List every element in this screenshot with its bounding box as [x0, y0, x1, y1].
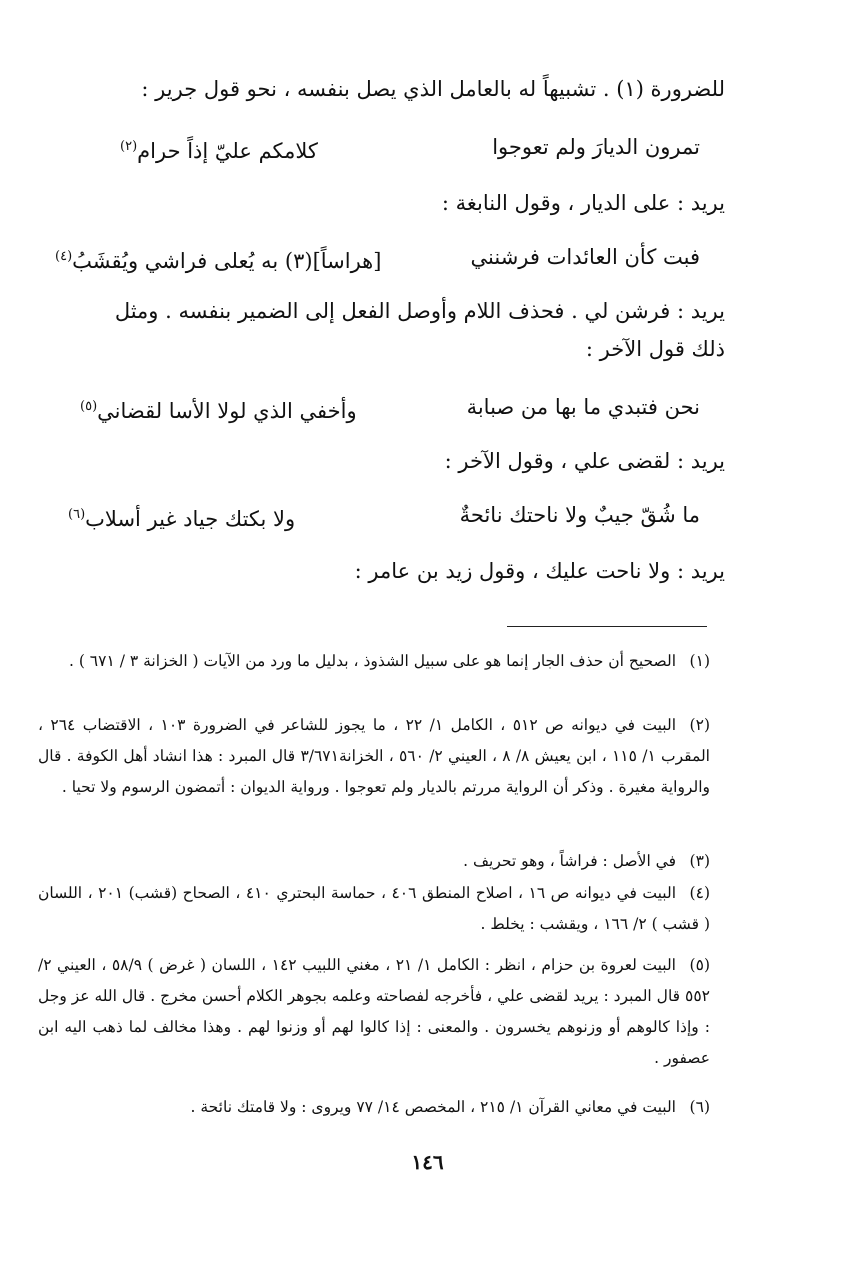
text-line-2: يريد : على الديار ، وقول النابغة :	[441, 191, 725, 215]
verse-1	[120, 130, 700, 164]
verse-3-first-hemistich: نحن فتبدي ما بها من صبابة	[466, 395, 700, 419]
footnote-number: (٤)	[689, 884, 710, 902]
footnote-text: البيت في معاني القرآن ١/ ٢١٥ ، المخصص ١٤/ ٧٧ ويروى : ولا قامتك نائحة .	[190, 1098, 676, 1116]
footnote-text: في الأصل : فراشاً ، وهو تحريف .	[463, 852, 676, 870]
verse-2-first-hemistich: فبت كأن العائدات فرشنني	[470, 245, 700, 269]
footnote-text: البيت لعروة بن حزام ، انظر : الكامل ١/ ٢١ ، مغني اللبيب ١٤٢ ، اللسان ( غرض ) ٥٨/٩ ، العيني ٢/ ٥٥٢ قال المبرد : يريد لقضى علي ، فأخرجه لفصاحته وعلمه بجوهر الكلام أحسن مخرج . قال الله عز وجل : وإذا كالوهم أو وزنوهم يخسرون . والمعنى : إذا كالوا لهم أو وزنوا لهم . وهذا مخالف لما ذهب اليه ابن عصفور .	[38, 956, 710, 1067]
footnote-divider	[507, 626, 707, 627]
footnote-ref-2: (٢)	[120, 139, 138, 154]
footnote-text: الصحيح أن حذف الجار إنما هو على سبيل الشذوذ ، بدليل ما ورد من الآيات ( الخزانة ٣ / ٦٧١ ) .	[68, 652, 676, 670]
footnote-2	[38, 710, 710, 803]
verse-3-second-hemistich: وأخفي الذي لولا الأسا لقضاني$^{(٥)}$	[80, 399, 357, 423]
footnote-5	[38, 950, 710, 1074]
text-line-3a: يريد : فرشن لي . فحذف اللام وأوصل الفعل إلى الضمير بنفسه . ومثل	[114, 299, 725, 323]
verse-1-first-hemistich: تمرون الديارَ ولم تعوجوا	[492, 135, 700, 159]
footnote-number: (٦)	[689, 1098, 710, 1116]
text-line-5: يريد : ولا ناحت عليك ، وقول زيد بن عامر :	[354, 559, 725, 583]
footnote-text: البيت في ديوانه ص ٥١٢ ، الكامل ١/ ٢٢ ، ما يجوز للشاعر في الضرورة ١٠٣ ، الاقتضاب ٢٦٤ ، المقرب ١/ ١١٥ ، ابن يعيش ٨/ ٨ ، العيني ٢/ ٥٦٠ ، الخزانة٣/٦٧١ قال المبرد : هذا انشاد أهل الكوفة . قال والرواية مغيرة . وذكر أن الرواية مررتم بالديار ولم تعوجوا . ورواية الديوان : أتمضون الرسوم ولا تحيا .	[38, 716, 710, 796]
verse-2	[55, 240, 700, 274]
footnote-number: (١)	[689, 652, 710, 670]
footnote-ref-4: (٤)	[55, 249, 73, 264]
text-line-3b: ذلك قول الآخر :	[585, 337, 725, 361]
page-number: ١٤٦	[411, 1150, 444, 1174]
verse-4-first-hemistich: ما شُقّ جيبٌ ولا ناحتك نائحةٌ	[459, 503, 700, 527]
footnote-ref-6: (٦)	[68, 507, 86, 522]
footnote-4	[38, 878, 710, 940]
footnote-number: (٢)	[689, 716, 710, 734]
verse-2-second-hemistich: [هراساً](٣) به يُعلى فراشي ويُقشَبُ$^{(٤)}$	[55, 249, 382, 273]
footnote-number: (٣)	[689, 852, 710, 870]
footnote-6	[38, 1092, 710, 1123]
text-line-1: للضرورة (١) . تشبيهاً له بالعامل الذي يصل بنفسه ، نحو قول جرير :	[141, 77, 725, 101]
text-line-4: يريد : لقضى علي ، وقول الآخر :	[444, 449, 725, 473]
footnote-1	[38, 646, 710, 677]
verse-3	[80, 390, 700, 424]
verse-4-second-hemistich: ولا بكتك جياد غير أسلاب$^{(٦)}$	[68, 507, 296, 531]
verse-1-second-hemistich: كلامكم عليّ إذاً حرام$^{(٢)}$	[120, 139, 318, 163]
footnote-number: (٥)	[689, 956, 710, 974]
footnote-text: البيت في ديوانه ص ١٦ ، اصلاح المنطق ٤٠٦ ، حماسة البحتري ٤١٠ ، الصحاح (قشب) ٢٠١ ، اللسان ( قشب ) ٢/ ١٦٦ ، ويقشب : يخلط .	[38, 884, 710, 933]
footnote-3	[38, 846, 710, 877]
footnote-ref-5: (٥)	[80, 399, 98, 414]
verse-4	[68, 498, 700, 532]
